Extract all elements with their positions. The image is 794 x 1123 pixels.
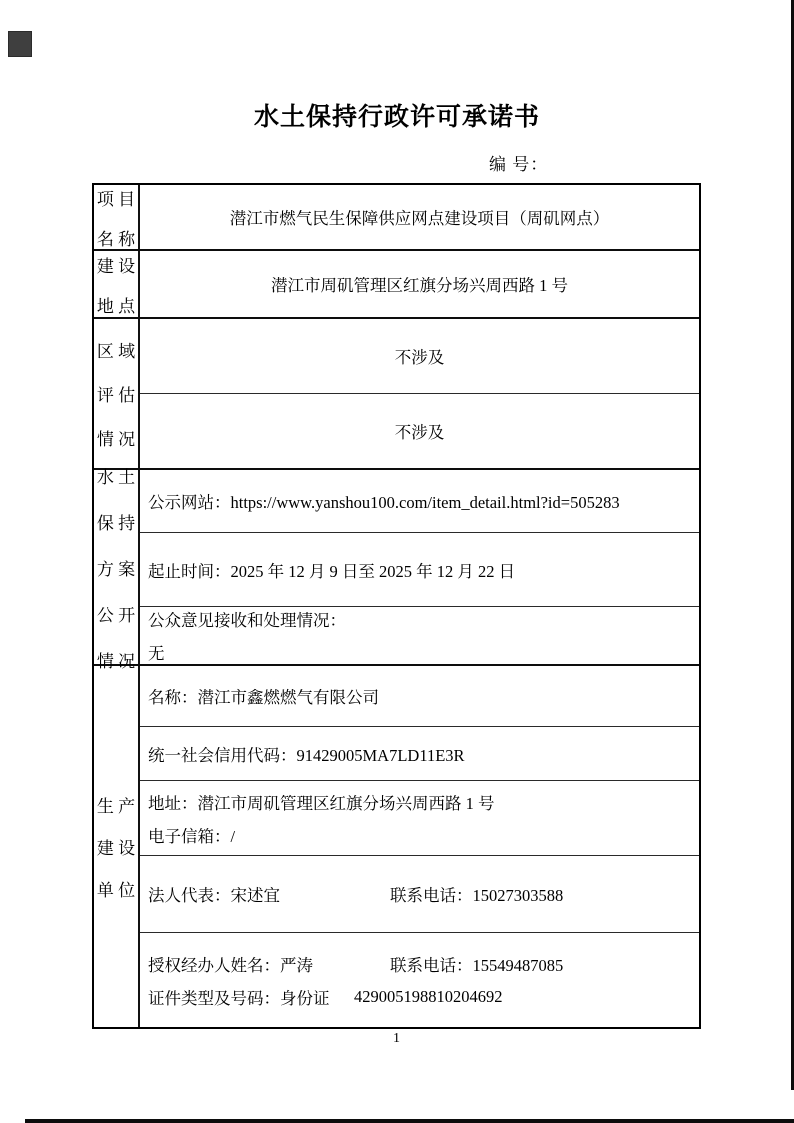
label-project-name [94, 185, 140, 249]
label-regional-assessment [94, 319, 140, 468]
label-line: 建 设 [96, 256, 136, 276]
label-line: 保 持 [96, 513, 136, 533]
label-line: 建 设 [96, 839, 136, 858]
label-line: 水 土 [96, 467, 136, 487]
scan-bottom-edge-line [25, 1119, 794, 1123]
unit-email-text: 电子信箱：/ [148, 826, 236, 846]
location-text: 潜江市周矶管理区红旗分场兴周西路 1 号 [271, 276, 568, 295]
unit-id-type-text: 证件类型及号码：身份证 [148, 988, 330, 1008]
label-line: 方 案 [96, 559, 136, 579]
label-line: 单 位 [96, 881, 136, 900]
disclosure-comments-value: 无 [148, 644, 165, 663]
section-location [94, 251, 699, 319]
label-plan-disclosure [94, 467, 140, 671]
unit-address-row [140, 781, 699, 856]
section-plan-disclosure [94, 467, 699, 671]
label-line: 公 开 [96, 605, 136, 625]
location-value [140, 251, 699, 317]
label-line: 生 产 [96, 797, 136, 816]
project-name-text: 潜江市燃气民生保障供应网点建设项目（周矶网点） [229, 209, 610, 228]
unit-name-text: 名称：潜江市鑫燃燃气有限公司 [148, 688, 379, 707]
section-regional-assessment [94, 319, 699, 470]
unit-id-number-text: 429005198810204692 [354, 986, 503, 1006]
disclosure-comments-row [140, 607, 699, 664]
label-line: 区 域 [96, 342, 136, 361]
label-construction-unit [94, 666, 140, 1027]
label-line: 项 目 [96, 189, 136, 209]
document-number-label: 编 号： [489, 155, 549, 174]
form-table [92, 183, 701, 1029]
label-location [94, 251, 140, 317]
unit-agent-name-text: 授权经办人姓名：严涛 [148, 955, 313, 975]
unit-agent-row [140, 933, 699, 1027]
disclosure-website-text: 公示网站：https://www.yanshou100.com/item_detail.html?id=505283 [148, 493, 620, 513]
page-number: 1 [393, 1031, 400, 1046]
disclosure-comments-label: 公众意见接收和处理情况： [148, 611, 346, 630]
disclosure-period-text: 起止时间：2025 年 12 月 9 日至 2025 年 12 月 22 日 [148, 561, 516, 581]
unit-agent-phone-text: 联系电话：15549487085 [390, 955, 564, 975]
label-line: 情 况 [96, 651, 136, 671]
unit-credit-code-text: 统一社会信用代码：91429005MA7LD11E3R [148, 745, 465, 765]
label-line: 情 况 [96, 430, 136, 449]
document-title: 水土保持行政许可承诺书 [253, 104, 540, 131]
label-line: 评 估 [96, 386, 136, 405]
label-line: 地 点 [96, 296, 136, 316]
unit-legal-rep-text: 法人代表：宋述宜 [148, 886, 280, 905]
scan-corner-mark [8, 31, 32, 57]
regional-assessment-row1-text: 不涉及 [394, 348, 445, 367]
regional-assessment-row2 [140, 394, 699, 468]
unit-name-row [140, 666, 699, 727]
disclosure-website-row [140, 470, 699, 533]
section-project-name [94, 185, 699, 251]
regional-assessment-row2-text: 不涉及 [394, 423, 445, 442]
unit-legal-rep-phone-text: 联系电话：15027303588 [390, 886, 564, 905]
project-name-value [140, 185, 699, 249]
unit-address-text: 地址：潜江市周矶管理区红旗分场兴周西路 1 号 [148, 793, 495, 813]
label-line: 名 称 [96, 229, 136, 249]
unit-legal-rep-row [140, 856, 699, 933]
unit-credit-code-row [140, 727, 699, 781]
disclosure-period-row [140, 533, 699, 607]
section-construction-unit [94, 666, 699, 1027]
regional-assessment-row1 [140, 319, 699, 394]
